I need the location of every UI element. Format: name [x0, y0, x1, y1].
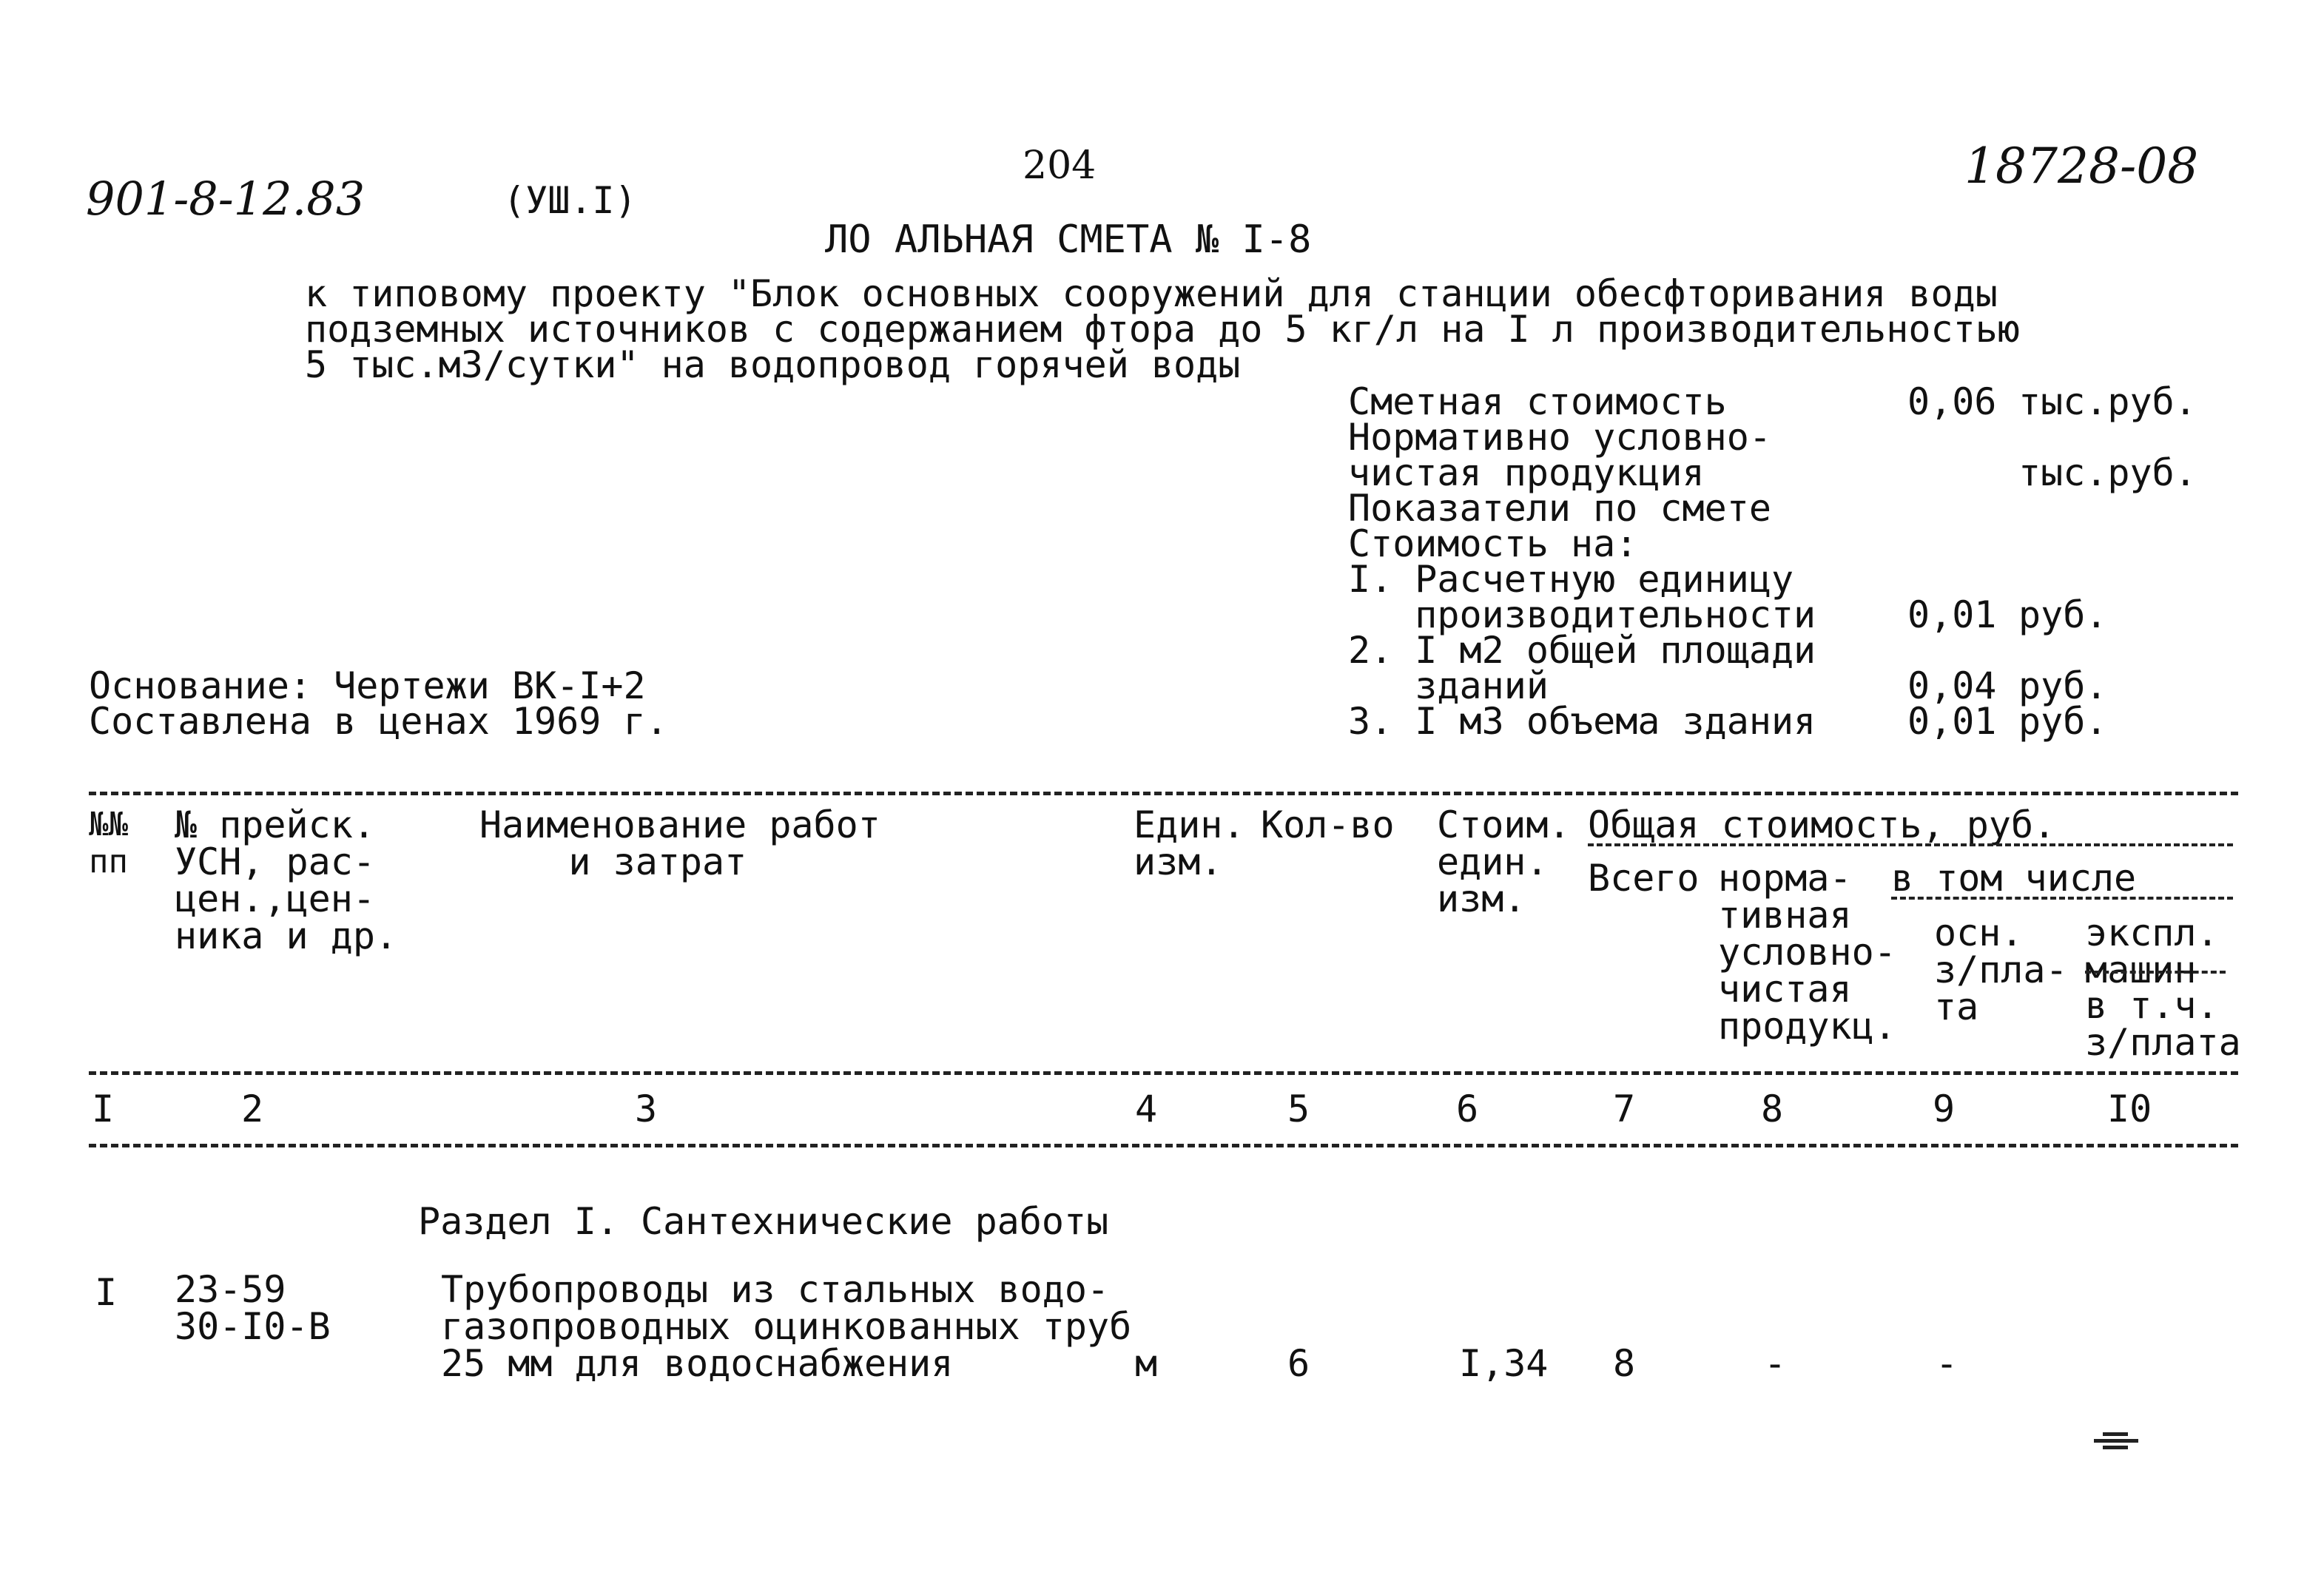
- colnum-10: I0: [2107, 1088, 2152, 1130]
- row-code: 23-59 30-I0-В: [175, 1268, 331, 1348]
- indicator-2-label-cont: зданий: [1348, 664, 1549, 707]
- estimate-title: ЛО АЛЬНАЯ СМЕТА № I-8: [825, 218, 1312, 262]
- header-bottom-rule: [89, 1071, 2238, 1075]
- row-normative: -: [1764, 1342, 1787, 1385]
- header-col-10-bottom: в т.ч. з/плата: [2085, 984, 2241, 1064]
- indicator-1-value: 0,01: [1907, 593, 1997, 636]
- section-title: Раздел I. Сантехнические работы: [418, 1200, 1109, 1243]
- header-col-8: норма- тивная условно- чистая продукц.: [1718, 857, 1896, 1048]
- page-number: 204: [1023, 144, 1097, 188]
- col-10-divider: [2085, 971, 2226, 974]
- header-col-2: № прейск. УСН, рас- цен.,цен- ника и др.: [175, 803, 398, 957]
- colnum-3: 3: [635, 1088, 658, 1130]
- subtitle-line-3: 5 тыс.м3/сутки" на водопровод горячей воды: [305, 343, 1241, 386]
- colnum-4: 4: [1135, 1088, 1158, 1130]
- row-unit: м: [1135, 1342, 1158, 1385]
- document-code: 901-8-12.83: [86, 172, 366, 226]
- basis-prices: Составлена в ценах 1969 г.: [89, 700, 668, 743]
- header-col-10-top: экспл. машин: [2085, 911, 2219, 991]
- colnum-7: 7: [1613, 1088, 1636, 1130]
- colnum-6: 6: [1456, 1088, 1479, 1130]
- row-total: 8: [1613, 1342, 1636, 1385]
- indicator-1-unit: руб.: [2018, 593, 2108, 636]
- header-col-7: Всего: [1588, 857, 1700, 900]
- indicator-2-value: 0,04: [1907, 664, 1997, 707]
- header-col-4: Един. изм.: [1134, 803, 1245, 883]
- subtitle-line-1: к типовому проекту "Блок основных сооружений для станции обесфторивания воды: [305, 272, 1998, 315]
- estimated-cost-value: 0,06: [1907, 380, 1997, 423]
- colnum-bottom-rule: [89, 1144, 2238, 1147]
- indicator-3-value: 0,01: [1907, 700, 1997, 743]
- header-col-9: осн. з/пла- та: [1934, 911, 2068, 1028]
- indicator-3-unit: руб.: [2018, 700, 2108, 743]
- normative-unit: тыс.руб.: [2018, 451, 2197, 494]
- row-salary: -: [1936, 1342, 1958, 1385]
- colnum-8: 8: [1761, 1088, 1784, 1130]
- total-cost-underline: [1588, 843, 2233, 846]
- header-col-1: №№ пп: [89, 806, 128, 880]
- colnum-1: I: [92, 1088, 115, 1130]
- colnum-5: 5: [1287, 1088, 1310, 1130]
- indicator-1-label: I. Расчетную единицу: [1348, 558, 1794, 601]
- document-number: 18728-08: [1964, 138, 2199, 195]
- row-name: Трубопроводы из стальных водо- газопроводных оцинкованных труб 25 мм для водоснабжения: [441, 1268, 1132, 1385]
- header-including: в том числе: [1891, 857, 2137, 900]
- header-total-cost: Общая стоимость, руб.: [1588, 803, 2056, 846]
- indicator-3-label: 3. I м3 объема здания: [1348, 700, 1816, 743]
- header-col-3: Наименование работ и затрат: [479, 803, 880, 883]
- header-col-6: Стоим. един. изм.: [1437, 803, 1571, 920]
- indicator-2-unit: руб.: [2018, 664, 2108, 707]
- estimated-cost-label: Сметная стоимость: [1348, 380, 1727, 423]
- cost-for-label: Стоимость на:: [1348, 522, 1638, 565]
- row-quantity: 6: [1287, 1342, 1310, 1385]
- header-col-5: Кол-во: [1261, 803, 1395, 846]
- colnum-9: 9: [1933, 1088, 1956, 1130]
- indicator-1-label-cont: производительности: [1348, 593, 1816, 636]
- estimated-cost-unit: тыс.руб.: [2018, 380, 2197, 423]
- indicator-2-label: 2. I м2 общей площади: [1348, 629, 1816, 672]
- colnum-2: 2: [241, 1088, 264, 1130]
- normative-label-1: Нормативно условно-: [1348, 416, 1771, 459]
- row-unit-cost: I,34: [1459, 1342, 1549, 1385]
- indicators-label: Показатели по смете: [1348, 487, 1771, 530]
- normative-label-2: чистая продукция: [1348, 451, 1705, 494]
- basis-drawings: Основание: Чертежи ВК-I+2: [89, 664, 646, 707]
- including-underline: [1891, 897, 2233, 900]
- subtitle-line-2: подземных источников с содержанием фтора до 5 кг/л на I л производительностью: [305, 308, 2020, 351]
- row-machine-dash-mark: [2103, 1355, 2192, 1526]
- section-code: (УШ.I): [503, 179, 637, 222]
- row-number: I: [95, 1271, 118, 1314]
- table-top-rule: [89, 792, 2238, 795]
